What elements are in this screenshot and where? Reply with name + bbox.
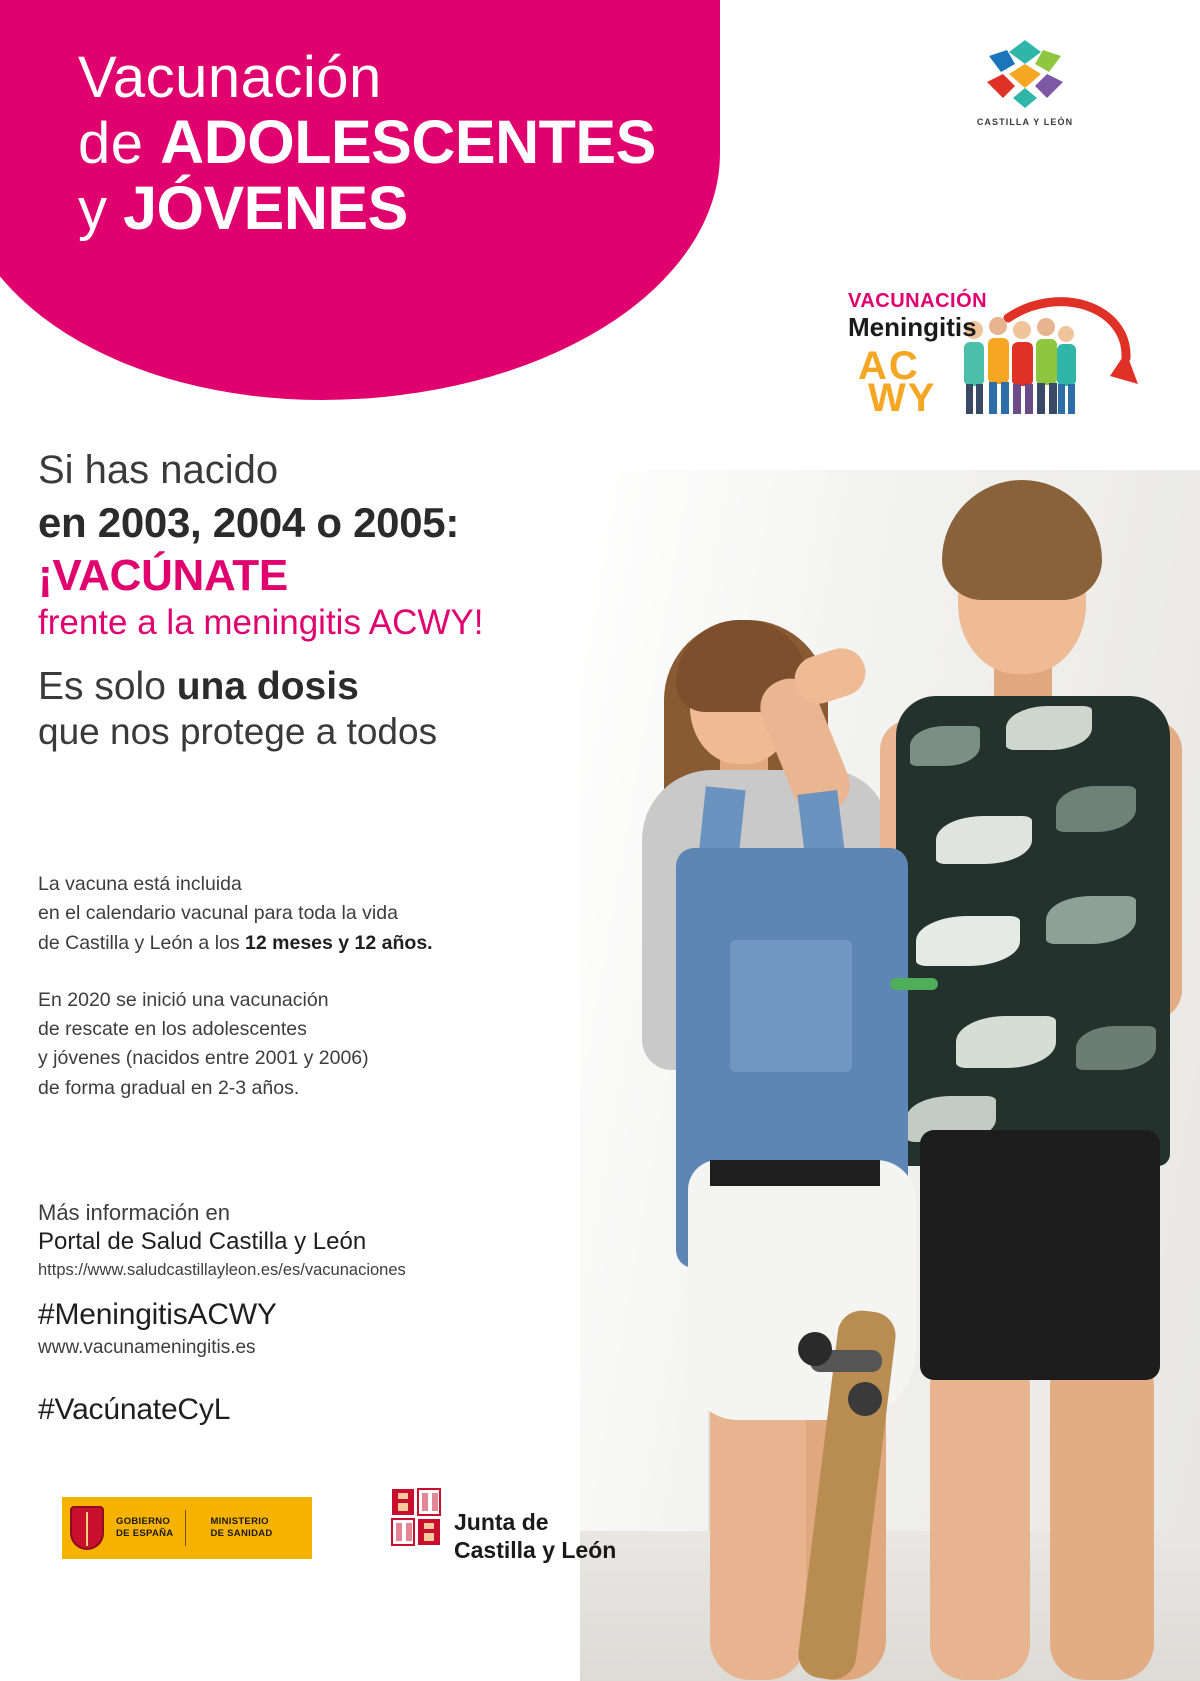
title-line-2-prefix: de [78,111,161,177]
paragraph-calendar-line-3 [38,929,518,958]
boy-wristband [890,978,938,990]
paragraph-rescue-line-4: de forma gradual en 2-3 años. [38,1076,300,1099]
castilla-y-leon-star-icon [975,38,1075,110]
girl-tied-shirt-stripe [710,1160,880,1186]
gobierno-text [116,1516,173,1540]
main-line-2: en 2003, 2004 o 2005: [38,499,460,546]
hashtag-meningitis: #MeningitisACWY [38,1298,277,1331]
portal-url-link[interactable]: https://www.saludcastillayleon.es/es/vacunaciones [38,1261,406,1279]
campaign-logo-ac: AC [858,344,920,388]
gobierno-line-2: DE ESPAÑA [116,1528,174,1539]
main-message [38,448,678,753]
boy-shorts [920,1130,1160,1380]
castilla-y-leon-corporate-mark [970,38,1080,127]
footer-divider [185,1510,186,1546]
title-line-2-strong: ADOLESCENTES [160,108,656,177]
junta-castilla-y-leon-logo [388,1483,618,1579]
junta-line-1: Junta de [454,1509,549,1535]
paragraph-rescue-line-3: y jóvenes (nacidos entre 2001 y 2006) [38,1047,369,1070]
junta-text [454,1509,616,1564]
page-title [78,45,718,243]
campaign-url-link[interactable]: www.vacunameningitis.es [38,1337,256,1358]
paragraph-calendar-line-1: La vacuna está incluida [38,873,242,895]
campaign-logo-wy: WY [868,376,937,420]
campaign-logo-vacunacion: VACUNACIÓN [848,290,988,312]
ministerio-line-1: MINISTERIO [210,1516,269,1528]
links-section [38,1200,558,1427]
main-line-4: frente a la meningitis ACWY! [38,603,484,642]
main-line-5-prefix: Es solo [38,665,177,708]
paragraph-calendar-line-2: en el calendario vacunal para toda la vida [38,902,398,925]
title-line-3 [78,174,718,243]
footer-logos [0,1491,1200,1601]
paragraph-calendar [38,870,518,958]
skateboard-wheel [798,1332,832,1366]
info-paragraphs [38,870,518,1103]
title-line-3-strong: JÓVENES [123,174,408,243]
main-line-5-strong: una dosis [176,665,359,708]
hashtag-vacunatecyl: #VacúnateCyL [38,1393,231,1426]
gobierno-line-1: GOBIERNO [116,1516,171,1528]
paragraph-rescue-line-1: En 2020 se inició una vacunación [38,988,329,1011]
ministerio-text [210,1516,272,1540]
main-line-3: ¡VACÚNATE [38,551,288,600]
paragraph-calendar-line-3-text: de Castilla y León a los [38,931,246,954]
campaign-logo-meningitis: Meningitis [848,312,977,342]
campaign-logo [838,290,1138,430]
skateboard-wheel [848,1382,882,1416]
title-line-3-prefix: y [78,177,124,243]
paragraph-rescue [38,986,518,1103]
main-line-1: Si has nacido [38,448,279,492]
title-line-1: Vacunación [78,45,382,110]
boy-floral-shirt [896,696,1170,1166]
main-line-6: que nos protege a todos [38,711,438,752]
title-line-2 [78,108,718,177]
paragraph-rescue-line-2: de rescate en los adolescentes [38,1018,307,1040]
paragraph-calendar-bold: 12 meses y 12 años. [245,931,433,954]
portal-name: Portal de Salud Castilla y León [38,1228,367,1255]
girl-overall-pocket [730,940,852,1072]
castilla-y-leon-label: CASTILLA Y LEÓN [976,117,1074,127]
junta-crest-icon [388,1483,444,1555]
gobierno-de-espana-logo [62,1497,312,1559]
main-line-5 [38,665,678,709]
more-info-label: Más información en [38,1200,230,1225]
ministerio-line-2: DE SANIDAD [210,1528,273,1539]
junta-line-2: Castilla y León [454,1537,617,1563]
spain-coat-of-arms-icon [70,1506,104,1550]
